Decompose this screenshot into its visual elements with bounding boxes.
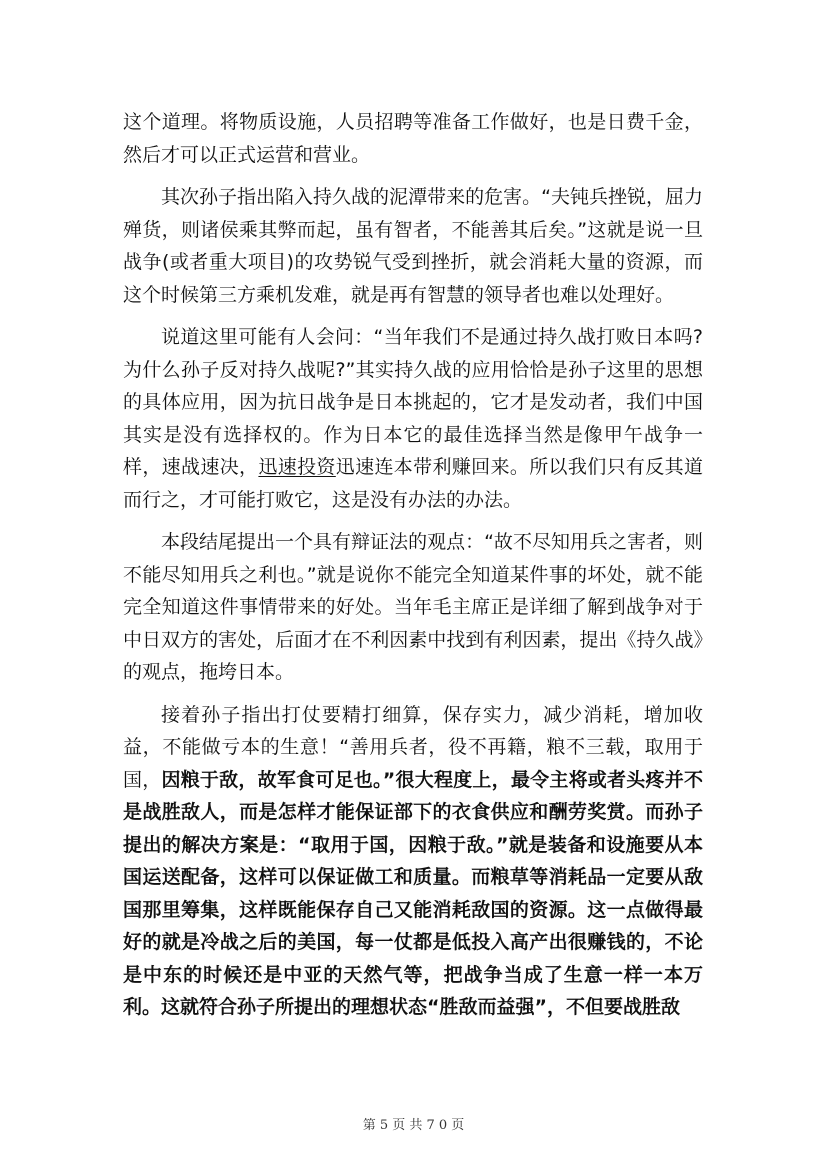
- page-number: 第 5 页 共 7 0 页: [362, 1118, 465, 1133]
- paragraph-3: [123, 321, 703, 516]
- paragraph-4-text: 本段结尾提出一个具有辩证法的观点：“故不尽知用兵之害者，则不能尽知用兵之利也。”就是说你不能完全知道某件事的坏处，就不能完全知道这件事情带来的好处。当年毛主席正是详细了解到战争对于中日双方的害处，后面才在不利因素中找到有利因素，提出《持久战》的观点，拖垮日本。: [123, 531, 703, 683]
- paragraph-2-text: 其次孙子指出陷入持久战的泥潭带来的危害。“夫钝兵挫锐，屈力殚货，则诸侯乘其弊而起，虽有智者，不能善其后矣。”这就是说一旦战争(或者重大项目)的攻势锐气受到挫折，就会消耗大量的资源，而这个时候第三方乘机发难，就是再有智慧的领导者也难以处理好。: [123, 186, 703, 306]
- investment-link[interactable]: 迅速投资: [258, 456, 336, 478]
- paragraph-1-text: 这个道理。将物质设施，人员招聘等准备工作做好，也是日费千金，然后才可以正式运营和营业。: [123, 111, 703, 166]
- paragraph-5-text: 接着孙子指出打仗要精打细算，保存实力，减少消耗，增加收益，不能做亏本的生意！“善用兵者，役不再籍，粮不三载，取用于国，: [123, 703, 703, 791]
- paragraph-3-text-after: 迅速连本带利赚回来。所以我们只有反其道而行之，才可能打败它，这是没有办法的办法。: [123, 456, 703, 511]
- paragraph-5-bold-text: 因粮于敌，故军食可足也。”很大程度上，最令主将或者头疼并不是战胜敌人，而是怎样才能保证部下的衣食供应和酬劳奖赏。而孙子提出的解决方案是：“取用于国，因粮于敌。”就是装备和设施要从本国运送配备，这样可以保证做工和质量。而粮草等消耗品一定要从敌国那里筹集，这样既能保存自己又能消耗敌国的资源。这一点做得最好的就是冷战之后的美国，每一仗都是低投入高产出很赚钱的，不论是中东的时候还是中亚的天然气等，把战争当成了生意一样一本万利。这就符合孙子所提出的理想状态“胜敌而益强”，不但要战胜敌: [123, 768, 703, 1018]
- paragraph-3-text-before: 说道这里可能有人会问：“当年我们不是通过持久战打败日本吗?为什么孙子反对持久战呢?”其实持久战的应用恰恰是孙子这里的思想的具体应用，因为抗日战争是日本挑起的，它才是发动者，我们中国其实是没有选择权的。作为日本它的最佳选择当然是像甲午战争一样，速战速决，: [123, 326, 703, 478]
- paragraph-1: [123, 106, 703, 171]
- paragraph-5: [123, 699, 703, 1024]
- body-text: [123, 106, 703, 1034]
- paragraph-2: [123, 181, 703, 311]
- paragraph-4: [123, 526, 703, 689]
